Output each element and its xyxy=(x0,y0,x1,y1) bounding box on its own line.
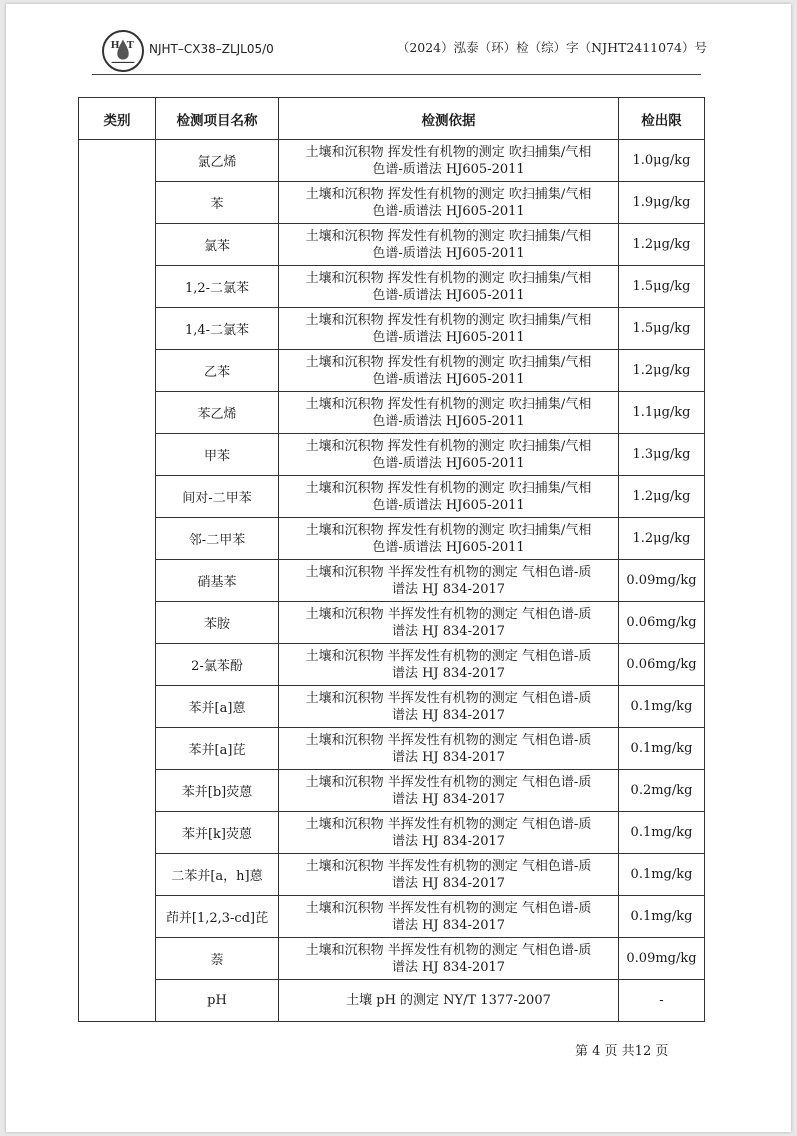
basis-line-2: 谱法 HJ 834-2017 xyxy=(391,665,506,681)
basis-cell xyxy=(279,854,619,896)
basis-cell xyxy=(279,518,619,560)
basis-line-2: 色谱-质谱法 HJ605-2011 xyxy=(372,161,525,177)
item-name-cell: 苯并[a]芘 xyxy=(156,728,279,770)
basis-line-1: 土壤和沉积物 半挥发性有机物的测定 气相色谱-质 xyxy=(305,858,592,874)
item-name-cell: 氯苯 xyxy=(156,224,279,266)
test-methods-table xyxy=(78,97,705,1022)
basis-line-1: 土壤和沉积物 挥发性有机物的测定 吹扫捕集/气相 xyxy=(305,228,592,244)
company-logo-icon xyxy=(102,30,144,72)
detection-limit-cell: 0.1mg/kg xyxy=(619,728,705,770)
basis-line-1: 土壤和沉积物 挥发性有机物的测定 吹扫捕集/气相 xyxy=(305,438,592,454)
table-body xyxy=(79,140,705,1022)
item-name-cell: 苯并[k]荧蒽 xyxy=(156,812,279,854)
item-name-cell: 2-氯苯酚 xyxy=(156,644,279,686)
basis-line-1: 土壤和沉积物 半挥发性有机物的测定 气相色谱-质 xyxy=(305,690,592,706)
basis-line-2: 谱法 HJ 834-2017 xyxy=(391,833,506,849)
category-cell xyxy=(79,140,156,1022)
table-row xyxy=(79,140,705,182)
table-row xyxy=(79,266,705,308)
report-number: （2024）泓泰（环）检（综）字（NJHT2411074）号 xyxy=(396,40,707,55)
item-name-cell: 苯乙烯 xyxy=(156,392,279,434)
detection-limit-cell: 1.5μg/kg xyxy=(619,308,705,350)
detection-limit-cell: 0.06mg/kg xyxy=(619,644,705,686)
basis-cell xyxy=(279,812,619,854)
table-row xyxy=(79,686,705,728)
basis-cell xyxy=(279,770,619,812)
column-header-category: 类别 xyxy=(79,98,156,140)
basis-line-2: 谱法 HJ 834-2017 xyxy=(391,875,506,891)
basis-line-2: 色谱-质谱法 HJ605-2011 xyxy=(372,287,525,303)
basis-line-1: 土壤和沉积物 半挥发性有机物的测定 气相色谱-质 xyxy=(305,564,592,580)
basis-line-1: 土壤和沉积物 挥发性有机物的测定 吹扫捕集/气相 xyxy=(305,396,592,412)
table-row xyxy=(79,224,705,266)
basis-line-2: 谱法 HJ 834-2017 xyxy=(391,707,506,723)
basis-cell xyxy=(279,350,619,392)
basis-line-1: 土壤 pH 的测定 NY/T 1377-2007 xyxy=(346,993,551,1008)
table-row xyxy=(79,896,705,938)
basis-line-1: 土壤和沉积物 半挥发性有机物的测定 气相色谱-质 xyxy=(305,606,592,622)
basis-line-2: 谱法 HJ 834-2017 xyxy=(391,791,506,807)
detection-limit-cell: 1.2μg/kg xyxy=(619,224,705,266)
detection-limit-cell: - xyxy=(619,980,705,1022)
basis-line-2: 色谱-质谱法 HJ605-2011 xyxy=(372,413,525,429)
table-row xyxy=(79,182,705,224)
basis-line-1: 土壤和沉积物 半挥发性有机物的测定 气相色谱-质 xyxy=(305,900,592,916)
basis-cell xyxy=(279,938,619,980)
table-row xyxy=(79,980,705,1022)
column-header-item-name: 检测项目名称 xyxy=(156,98,279,140)
basis-cell xyxy=(279,644,619,686)
detection-limit-cell: 1.1μg/kg xyxy=(619,392,705,434)
detection-limit-cell: 0.1mg/kg xyxy=(619,896,705,938)
basis-line-2: 色谱-质谱法 HJ605-2011 xyxy=(372,371,525,387)
detection-limit-cell: 0.1mg/kg xyxy=(619,812,705,854)
basis-cell xyxy=(279,392,619,434)
basis-cell xyxy=(279,140,619,182)
basis-cell xyxy=(279,182,619,224)
item-name-cell: 萘 xyxy=(156,938,279,980)
basis-line-2: 色谱-质谱法 HJ605-2011 xyxy=(372,203,525,219)
detection-limit-cell: 0.2mg/kg xyxy=(619,770,705,812)
detection-limit-cell: 0.09mg/kg xyxy=(619,938,705,980)
detection-limit-cell: 1.2μg/kg xyxy=(619,350,705,392)
item-name-cell: 硝基苯 xyxy=(156,560,279,602)
basis-line-1: 土壤和沉积物 半挥发性有机物的测定 气相色谱-质 xyxy=(305,942,592,958)
basis-line-1: 土壤和沉积物 挥发性有机物的测定 吹扫捕集/气相 xyxy=(305,144,592,160)
svg-text:H: H xyxy=(110,40,120,52)
detection-limit-cell: 0.06mg/kg xyxy=(619,602,705,644)
header-divider xyxy=(92,74,701,75)
basis-line-1: 土壤和沉积物 挥发性有机物的测定 吹扫捕集/气相 xyxy=(305,480,592,496)
item-name-cell: 苯 xyxy=(156,182,279,224)
basis-line-2: 谱法 HJ 834-2017 xyxy=(391,581,506,597)
basis-line-2: 色谱-质谱法 HJ605-2011 xyxy=(372,539,525,555)
basis-cell xyxy=(279,896,619,938)
basis-line-1: 土壤和沉积物 挥发性有机物的测定 吹扫捕集/气相 xyxy=(305,270,592,286)
item-name-cell: 间对-二甲苯 xyxy=(156,476,279,518)
basis-line-1: 土壤和沉积物 半挥发性有机物的测定 气相色谱-质 xyxy=(305,816,592,832)
basis-cell xyxy=(279,224,619,266)
basis-line-1: 土壤和沉积物 挥发性有机物的测定 吹扫捕集/气相 xyxy=(305,186,592,202)
table-row xyxy=(79,602,705,644)
detection-limit-cell: 0.09mg/kg xyxy=(619,560,705,602)
detection-limit-cell: 1.5μg/kg xyxy=(619,266,705,308)
detection-limit-cell: 1.2μg/kg xyxy=(619,476,705,518)
detection-limit-cell: 1.3μg/kg xyxy=(619,434,705,476)
basis-line-2: 谱法 HJ 834-2017 xyxy=(391,959,506,975)
item-name-cell: 邻-二甲苯 xyxy=(156,518,279,560)
table-row xyxy=(79,350,705,392)
basis-cell xyxy=(279,980,619,1022)
item-name-cell: 氯乙烯 xyxy=(156,140,279,182)
detection-limit-cell: 1.9μg/kg xyxy=(619,182,705,224)
table-row xyxy=(79,770,705,812)
column-header-detection-limit: 检出限 xyxy=(619,98,705,140)
table-row xyxy=(79,476,705,518)
basis-line-2: 谱法 HJ 834-2017 xyxy=(391,917,506,933)
document-code: NJHT–CX38–ZLJL05/0 xyxy=(149,42,274,56)
page-number: 第 4 页 共12 页 xyxy=(575,1044,669,1059)
item-name-cell: pH xyxy=(156,980,279,1022)
table-row xyxy=(79,644,705,686)
item-name-cell: 茚并[1,2,3-cd]芘 xyxy=(156,896,279,938)
item-name-cell: 乙苯 xyxy=(156,350,279,392)
basis-line-1: 土壤和沉积物 半挥发性有机物的测定 气相色谱-质 xyxy=(305,648,592,664)
basis-line-2: 谱法 HJ 834-2017 xyxy=(391,749,506,765)
column-header-basis: 检测依据 xyxy=(279,98,619,140)
basis-cell xyxy=(279,434,619,476)
table-row xyxy=(79,434,705,476)
basis-line-2: 谱法 HJ 834-2017 xyxy=(391,623,506,639)
table-row xyxy=(79,392,705,434)
basis-line-1: 土壤和沉积物 挥发性有机物的测定 吹扫捕集/气相 xyxy=(305,522,592,538)
item-name-cell: 甲苯 xyxy=(156,434,279,476)
basis-cell xyxy=(279,308,619,350)
detection-limit-cell: 0.1mg/kg xyxy=(619,854,705,896)
table-row xyxy=(79,560,705,602)
basis-cell xyxy=(279,476,619,518)
basis-line-1: 土壤和沉积物 挥发性有机物的测定 吹扫捕集/气相 xyxy=(305,312,592,328)
item-name-cell: 苯胺 xyxy=(156,602,279,644)
detection-limit-cell: 0.1mg/kg xyxy=(619,686,705,728)
table-row xyxy=(79,728,705,770)
item-name-cell: 苯并[a]蒽 xyxy=(156,686,279,728)
svg-text:T: T xyxy=(126,40,134,52)
basis-line-2: 色谱-质谱法 HJ605-2011 xyxy=(372,455,525,471)
detection-limit-cell: 1.0μg/kg xyxy=(619,140,705,182)
basis-line-1: 土壤和沉积物 半挥发性有机物的测定 气相色谱-质 xyxy=(305,774,592,790)
basis-cell xyxy=(279,728,619,770)
item-name-cell: 苯并[b]荧蒽 xyxy=(156,770,279,812)
basis-line-1: 土壤和沉积物 挥发性有机物的测定 吹扫捕集/气相 xyxy=(305,354,592,370)
table-row xyxy=(79,812,705,854)
basis-line-2: 色谱-质谱法 HJ605-2011 xyxy=(372,497,525,513)
table-row xyxy=(79,308,705,350)
basis-cell xyxy=(279,266,619,308)
basis-cell xyxy=(279,686,619,728)
item-name-cell: 二苯并[a，h]蒽 xyxy=(156,854,279,896)
basis-cell xyxy=(279,560,619,602)
item-name-cell: 1,2-二氯苯 xyxy=(156,266,279,308)
basis-line-2: 色谱-质谱法 HJ605-2011 xyxy=(372,245,525,261)
table-row xyxy=(79,938,705,980)
detection-limit-cell: 1.2μg/kg xyxy=(619,518,705,560)
basis-line-2: 色谱-质谱法 HJ605-2011 xyxy=(372,329,525,345)
table-row xyxy=(79,518,705,560)
item-name-cell: 1,4-二氯苯 xyxy=(156,308,279,350)
basis-line-1: 土壤和沉积物 半挥发性有机物的测定 气相色谱-质 xyxy=(305,732,592,748)
basis-cell xyxy=(279,602,619,644)
table-row xyxy=(79,854,705,896)
table-header-row xyxy=(79,98,705,140)
